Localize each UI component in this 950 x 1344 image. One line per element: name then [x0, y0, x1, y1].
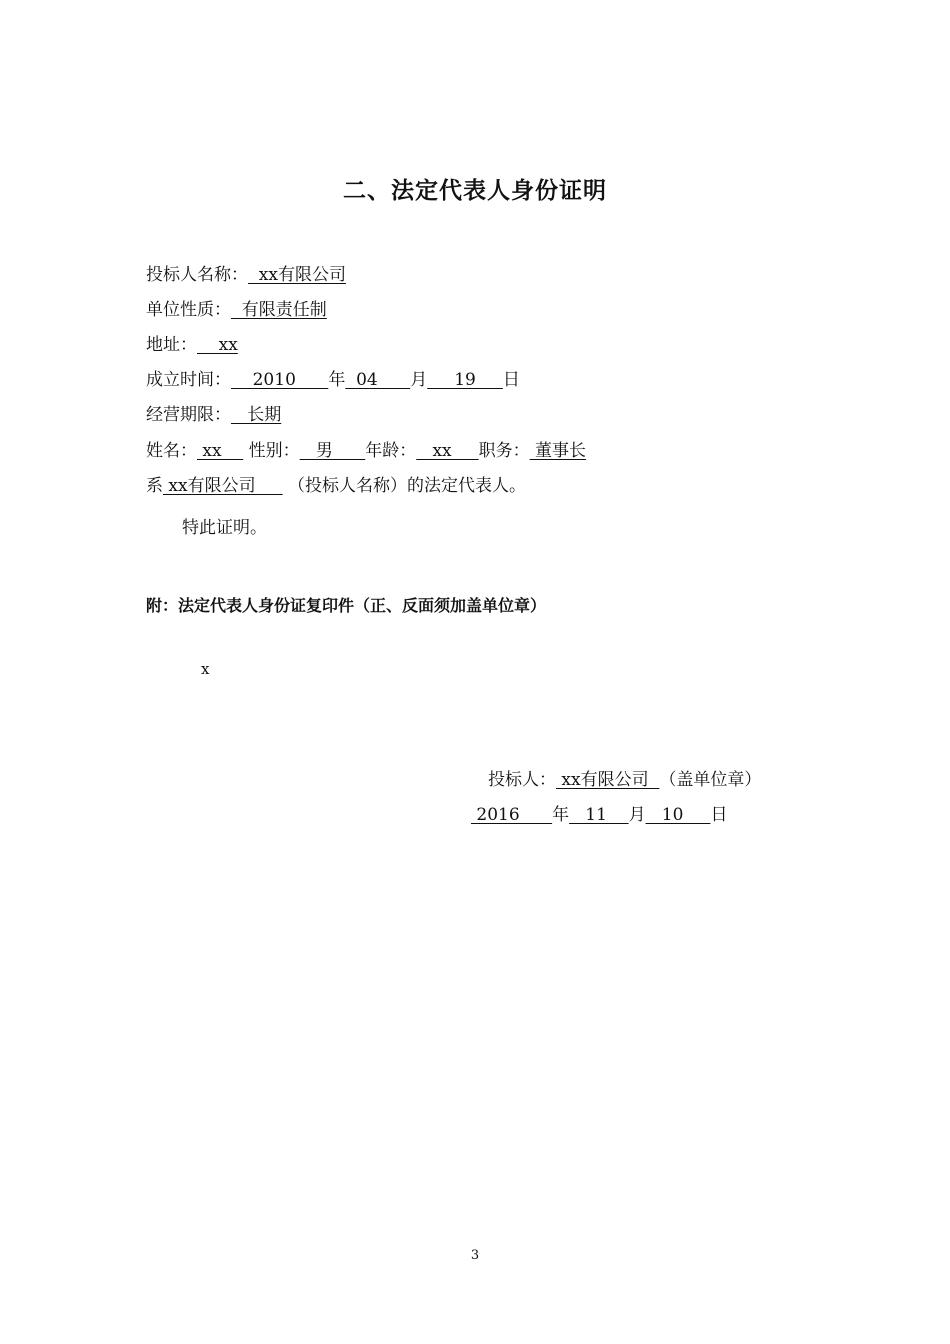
id-copy-placeholder: x [201, 660, 210, 678]
name-value: xx [197, 441, 244, 461]
month-char: 月 [410, 370, 428, 390]
address-value: xx [197, 335, 238, 355]
established-label: 成立时间： [146, 370, 231, 390]
signature-date-row [471, 804, 727, 826]
legal-rep-statement [146, 475, 526, 497]
age-value: xx [416, 441, 479, 461]
bidder-name-row [146, 264, 346, 286]
business-term-label: 经营期限： [146, 405, 231, 425]
age-label: 年龄： [365, 441, 417, 461]
bidder-name-value: xx有限公司 [248, 265, 346, 285]
signature-year-char: 年 [552, 805, 570, 825]
attachment-note: 附：法定代表人身份证复印件（正、反面须加盖单位章） [146, 596, 547, 615]
signature-bidder-row [488, 769, 761, 791]
day-char: 日 [502, 370, 520, 390]
bidder-name-label: 投标人名称： [146, 265, 248, 285]
address-row [146, 334, 238, 356]
signature-day-char: 日 [710, 805, 728, 825]
established-day: 19 [427, 370, 503, 390]
unit-nature-row [146, 299, 327, 321]
year-char: 年 [328, 370, 346, 390]
statement-suffix: （投标人名称）的法定代表人。 [288, 476, 527, 496]
unit-nature-value: 有限责任制 [231, 300, 327, 320]
signature-day: 10 [645, 805, 711, 825]
established-date-row [146, 369, 520, 391]
person-info-row [146, 440, 586, 462]
signature-bidder-label: 投标人： [488, 770, 556, 790]
business-term-value: 长期 [231, 405, 282, 425]
signature-month-char: 月 [628, 805, 646, 825]
signature-month: 11 [569, 805, 629, 825]
statement-prefix: 系 [146, 476, 163, 496]
document-title: 二、法定代表人身份证明 [343, 178, 607, 204]
signature-year: 2016 [471, 805, 553, 825]
unit-nature-label: 单位性质： [146, 300, 231, 320]
established-year: 2010 [231, 370, 329, 390]
business-term-row [146, 404, 281, 426]
established-month: 04 [345, 370, 411, 390]
page-number: 3 [470, 1248, 480, 1263]
gender-label: 性别： [248, 441, 300, 461]
address-label: 地址： [146, 335, 197, 355]
seal-note: （盖单位章） [659, 770, 762, 790]
position-value: 董事长 [529, 441, 587, 461]
certify-text: 特此证明。 [182, 518, 267, 538]
gender-value: 男 [299, 441, 366, 461]
name-label: 姓名： [146, 441, 197, 461]
position-label: 职务： [478, 441, 530, 461]
statement-company: xx有限公司 [163, 476, 283, 496]
signature-bidder-value: xx有限公司 [556, 770, 660, 790]
